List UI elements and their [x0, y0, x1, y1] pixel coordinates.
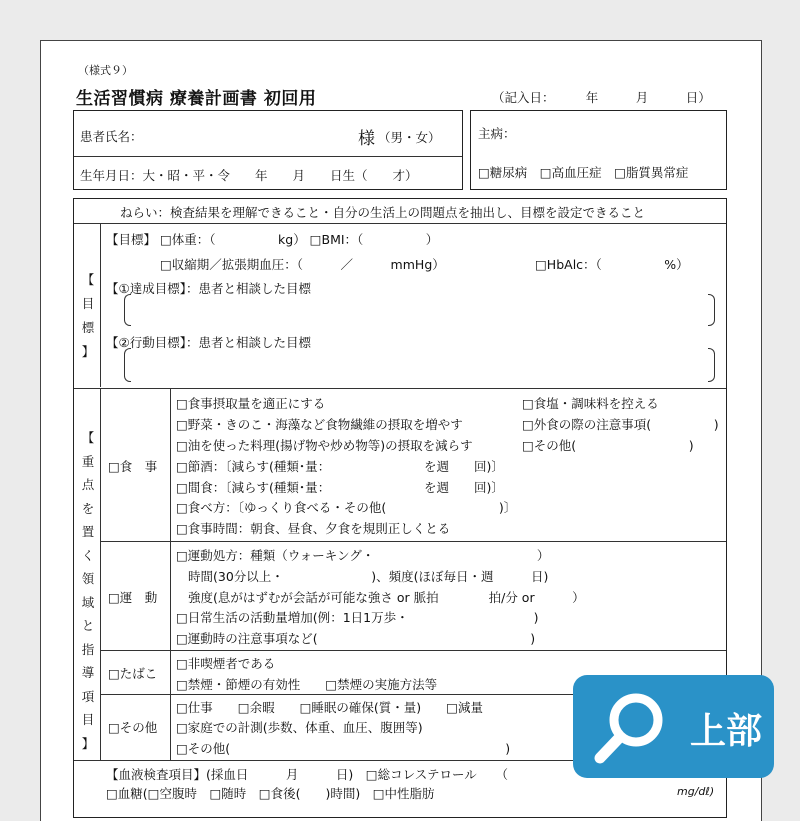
- diet-line-1[interactable]: □食事摂取量を適正にする: [176, 396, 326, 411]
- tobacco-line-2[interactable]: □禁煙・節煙の有効性 □禁煙の実施方法等: [176, 677, 438, 692]
- exercise-label[interactable]: □運 動: [108, 590, 158, 605]
- tobacco-line-1[interactable]: □非喫煙者である: [176, 656, 276, 671]
- blood-row-2[interactable]: □血糖(□空腹時 □随時 □食後( )時間) □中性脂肪: [106, 786, 435, 801]
- diet-line-4[interactable]: □節酒：〔減らす(種類･量： を週 回)〕: [176, 459, 504, 474]
- diet-line-6[interactable]: □食べ方：〔ゆっくり食べる・その他( )〕: [176, 500, 517, 515]
- diet-line-5[interactable]: □間食：〔減らす(種類･量： を週 回)〕: [176, 480, 504, 495]
- aim-text: ねらい：検査結果を理解できること・自分の生活上の問題点を抽出し、目標を設定できること: [120, 205, 646, 220]
- exercise-line-4[interactable]: □日常生活の活動量増加(例：1日1万歩・ ): [176, 610, 539, 625]
- diet-line-3[interactable]: □油を使った料理(揚げ物や炒め物等)の摂取を減らす: [176, 438, 473, 453]
- exercise-line-5[interactable]: □運動時の注意事項など( ): [176, 631, 536, 646]
- action-bracket-left: [124, 348, 131, 382]
- goal-row-1[interactable]: 【目標】 □体重：（ kg） □BMI：（ ）: [106, 232, 439, 247]
- entry-date: （記入日： 年 月 日）: [492, 90, 711, 105]
- goal-side-label: 【 目 標 】: [81, 272, 95, 359]
- tobacco-label[interactable]: □たばこ: [108, 666, 158, 681]
- action-bracket-right: [708, 348, 715, 382]
- goal-row-2[interactable]: □収縮期／拡張期血圧：（ ／ mmHg）: [160, 257, 445, 272]
- diet-right-3[interactable]: □その他( ): [522, 438, 694, 453]
- diet-line-7[interactable]: □食事時間：朝食、昼食、夕食を規則正しくとる: [176, 521, 451, 536]
- other-line-2[interactable]: □家庭での計測(歩数、体重、血圧、腹囲等): [176, 720, 423, 735]
- exercise-line-3: 強度(息がはずむが会話が可能な強さ or 脈拍 拍/分 or ）: [188, 590, 585, 605]
- sama-text: 様: [358, 129, 375, 149]
- blood-unit: mg/dℓ): [677, 785, 715, 798]
- diet-right-1[interactable]: □食塩・調味料を控える: [522, 396, 659, 411]
- birth-date: 生年月日：大・昭・平・令 年 月 日生（ 才）: [80, 168, 418, 183]
- other-line-1[interactable]: □仕事 □余暇 □睡眠の確保(質・量) □減量: [176, 700, 483, 715]
- goal-hba1c[interactable]: □HbAlc：（ %）: [535, 257, 689, 272]
- magnifier-icon: [588, 684, 678, 770]
- diet-label[interactable]: □食 事: [108, 459, 158, 474]
- achieve-bracket-left: [124, 294, 131, 326]
- achieve-bracket-right: [708, 294, 715, 326]
- other-line-3[interactable]: □その他( ): [176, 741, 511, 756]
- exercise-line-1[interactable]: □運動処方：種類（ウォーキング・ ）: [176, 548, 550, 563]
- badge-label: 上部: [690, 711, 763, 752]
- form-number: （様式９）: [78, 64, 133, 77]
- action-goal-label: 【②行動目標】：患者と相談した目標: [106, 335, 311, 350]
- gender-choice[interactable]: （男・女）: [378, 130, 441, 145]
- other-label[interactable]: □その他: [108, 720, 158, 735]
- diet-right-2[interactable]: □外食の際の注意事項( ): [522, 417, 719, 432]
- disease-label: 主病：: [478, 126, 516, 141]
- focus-side-label: 【 重 点 を 置 く 領 域 と 指 導 項 目 】: [81, 430, 95, 751]
- form-title: 生活習慣病 療養計画書 初回用: [76, 89, 317, 109]
- disease-options[interactable]: □糖尿病 □高血圧症 □脂質異常症: [478, 165, 689, 180]
- blood-row-1[interactable]: 【血液検査項目】(採血日 月 日) □総コレステロール （: [106, 767, 508, 782]
- exercise-line-2: 時間(30分以上・ )、頻度(ほぼ毎日・週 日): [188, 569, 549, 584]
- patient-name-label: 患者氏名：: [80, 129, 143, 144]
- diet-line-2[interactable]: □野菜・きのこ・海藻など食物繊維の摂取を増やす: [176, 417, 463, 432]
- achieve-goal-label: 【①達成目標】：患者と相談した目標: [106, 281, 311, 296]
